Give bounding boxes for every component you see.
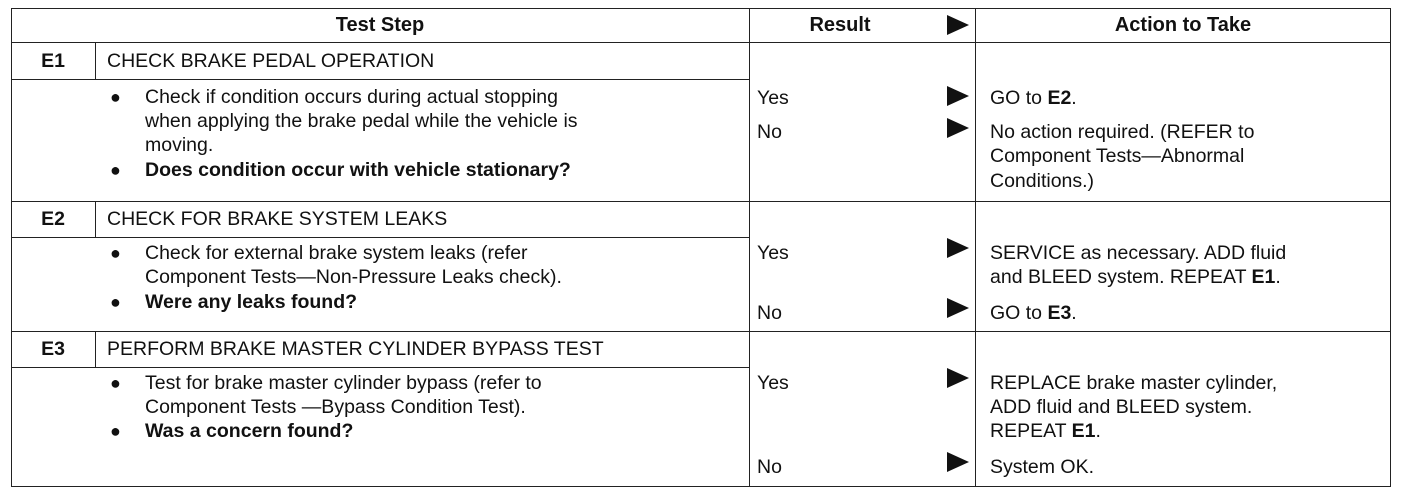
action-text: SERVICE as necessary. ADD fluid bbox=[990, 242, 1287, 264]
action-text: Conditions.) bbox=[990, 170, 1095, 192]
bullet-question: Was a concern found? bbox=[145, 420, 354, 442]
bullet-text-line: Check if condition occurs during actual stopping bbox=[145, 86, 558, 108]
action-text: ADD fluid and BLEED system. bbox=[990, 396, 1253, 418]
e3-id-divider bbox=[95, 331, 96, 367]
action-text: System OK. bbox=[990, 456, 1095, 478]
action-text: REPEAT E1. bbox=[990, 420, 1101, 442]
bullet-icon: ● bbox=[110, 421, 121, 441]
step-id: E3 bbox=[41, 338, 65, 360]
result-yes: Yes bbox=[757, 242, 789, 264]
action-text: and BLEED system. REPEAT E1. bbox=[990, 266, 1281, 288]
header-test-step: Test Step bbox=[335, 14, 425, 36]
e3-title-border bbox=[11, 367, 749, 368]
bullet-question: Were any leaks found? bbox=[145, 291, 358, 313]
diagnostic-table bbox=[11, 8, 1391, 487]
e1-title-border bbox=[11, 79, 749, 80]
step-title: CHECK FOR BRAKE SYSTEM LEAKS bbox=[107, 208, 448, 230]
bullet-text-line: Test for brake master cylinder bypass (refer to bbox=[145, 372, 542, 394]
header-bottom-border bbox=[11, 42, 1391, 43]
table-right-border bbox=[1390, 8, 1391, 487]
bullet-text-line: Component Tests —Bypass Condition Test). bbox=[145, 396, 526, 418]
bullet-text-line: Check for external brake system leaks (refer bbox=[145, 242, 528, 264]
result-no: No bbox=[757, 121, 782, 143]
action-text: REPLACE brake master cylinder, bbox=[990, 372, 1278, 394]
bullet-icon: ● bbox=[110, 373, 121, 393]
action-text: No action required. (REFER to bbox=[990, 121, 1255, 143]
bullet-icon: ● bbox=[110, 243, 121, 263]
header-action: Action to Take bbox=[1114, 14, 1252, 36]
e2-title-border bbox=[11, 237, 749, 238]
arrow-icon bbox=[947, 86, 969, 106]
bullet-icon: ● bbox=[110, 160, 121, 180]
result-yes: Yes bbox=[757, 87, 789, 109]
step-id: E1 bbox=[41, 50, 65, 72]
action-divider bbox=[975, 8, 976, 487]
bullet-icon: ● bbox=[110, 292, 121, 312]
bullet-text-line: moving. bbox=[145, 134, 214, 156]
arrow-icon bbox=[947, 368, 969, 388]
arrow-icon bbox=[947, 298, 969, 318]
result-yes: Yes bbox=[757, 372, 789, 394]
bullet-text-line: when applying the brake pedal while the vehicle is bbox=[145, 110, 578, 132]
action-text: GO to E3. bbox=[990, 302, 1077, 324]
arrow-icon bbox=[947, 238, 969, 258]
action-text: Component Tests—Abnormal bbox=[990, 145, 1245, 167]
e1-id-divider bbox=[95, 42, 96, 79]
arrow-icon bbox=[947, 118, 969, 138]
action-text: GO to E2. bbox=[990, 87, 1077, 109]
result-no: No bbox=[757, 456, 782, 478]
step-title: PERFORM BRAKE MASTER CYLINDER BYPASS TEST bbox=[107, 338, 604, 360]
e2-bottom-border bbox=[11, 331, 1391, 332]
result-no: No bbox=[757, 302, 782, 324]
bullet-question: Does condition occur with vehicle stationary? bbox=[145, 159, 571, 181]
e2-id-divider bbox=[95, 201, 96, 237]
arrow-icon bbox=[947, 452, 969, 472]
e1-bottom-border bbox=[11, 201, 1391, 202]
step-id: E2 bbox=[41, 208, 65, 230]
table-top-border bbox=[11, 8, 1391, 9]
result-divider bbox=[749, 8, 750, 487]
step-title: CHECK BRAKE PEDAL OPERATION bbox=[107, 50, 435, 72]
header-arrow-icon bbox=[947, 15, 969, 35]
bullet-text-line: Component Tests—Non-Pressure Leaks check). bbox=[145, 266, 562, 288]
header-result: Result bbox=[809, 14, 871, 36]
bullet-icon: ● bbox=[110, 87, 121, 107]
table-bottom-border bbox=[11, 486, 1391, 487]
